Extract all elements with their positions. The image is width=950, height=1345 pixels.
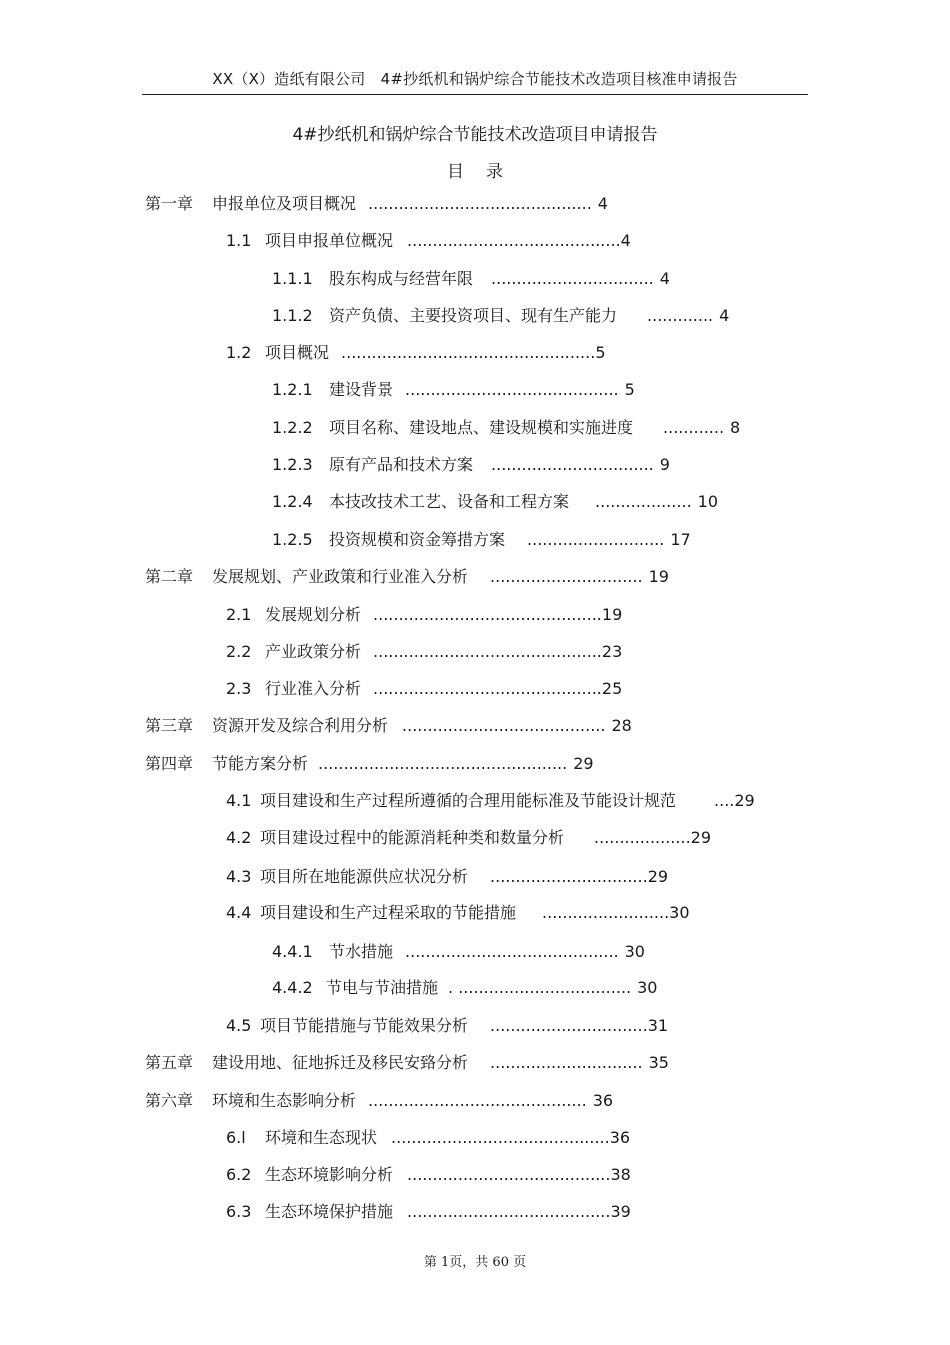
toc-entry-page: 30	[624, 942, 645, 961]
toc-entry[interactable]	[272, 941, 645, 963]
toc-entry-number: 4.5	[226, 1016, 252, 1035]
toc-entry[interactable]	[226, 230, 631, 252]
toc-entry[interactable]	[272, 529, 691, 551]
toc-entry-page: 9	[659, 455, 670, 474]
toc-entry-title: 项目所在地能源供应状况分析	[260, 867, 469, 886]
toc-entry-title: 发展规划分析	[265, 605, 362, 624]
toc-entry-number: 第六章	[145, 1091, 194, 1110]
toc-entry-page: 5	[595, 343, 606, 362]
toc-entry-leader: .................................................	[318, 754, 568, 773]
toc-entry[interactable]	[226, 1164, 631, 1186]
toc-entry-page: 4	[719, 306, 730, 325]
toc-entry-page: 29	[647, 867, 669, 886]
toc-entry[interactable]	[226, 641, 622, 663]
toc-entry-title: 项目节能措施与节能效果分析	[260, 1016, 469, 1035]
toc-entry-page: 31	[647, 1016, 669, 1035]
toc-entry[interactable]	[145, 566, 669, 588]
toc-entry-page: 30	[669, 903, 690, 922]
toc-entry-leader: ........................................	[402, 716, 606, 735]
toc-entry-number: 1.2.4	[272, 492, 313, 511]
toc-entry-leader: .............................................	[373, 642, 602, 661]
toc-entry-number: 1.1.2	[272, 306, 313, 325]
toc-entry[interactable]	[226, 1201, 631, 1223]
toc-entry[interactable]	[272, 305, 729, 327]
toc-entry-leader: .............	[647, 306, 714, 325]
toc-entry-page: 5	[624, 380, 635, 399]
toc-entry-page: 30	[637, 978, 658, 997]
toc-entry[interactable]	[226, 1015, 668, 1037]
toc-entry-leader: ..........................................	[407, 231, 621, 250]
toc-entry[interactable]	[226, 342, 606, 364]
toc-entry-title: 生态环境影响分析	[265, 1165, 394, 1184]
toc-entry-number: 6.2	[226, 1165, 252, 1184]
toc-entry-title: 节能方案分析	[212, 754, 309, 773]
toc-entry-leader: ............................................	[368, 194, 592, 213]
toc-entry-page: 4	[659, 269, 670, 288]
toc-entry-page: 28	[611, 716, 632, 735]
toc-entry[interactable]	[226, 902, 690, 924]
toc-entry-number: 第三章	[145, 716, 194, 735]
toc-entry[interactable]	[226, 790, 755, 812]
toc-entry-title: 生态环境保护措施	[265, 1202, 394, 1221]
toc-entry-title: 节水措施	[329, 942, 394, 961]
toc-entry-page: 4	[597, 194, 608, 213]
toc-entry-number: 2.1	[226, 605, 252, 624]
toc-entry-page: 38	[610, 1165, 631, 1184]
toc-entry-leader: ...............................	[490, 867, 648, 886]
toc-entry-title: 申报单位及项目概况	[212, 194, 357, 213]
toc-entry-page: 36	[592, 1091, 614, 1110]
toc-entry-title: 资源开发及综合利用分析	[212, 716, 389, 735]
toc-entry-leader: ............	[663, 418, 725, 437]
toc-entry[interactable]	[145, 1052, 669, 1074]
toc-entry-number: 4.4.1	[272, 942, 313, 961]
toc-entry-title: 环境和生态影响分析	[212, 1091, 357, 1110]
toc-entry-title: 本技改技术工艺、设备和工程方案	[329, 492, 570, 511]
toc-entry-leader: ..............................	[490, 567, 643, 586]
header-rule	[142, 94, 808, 95]
toc-entry-title: 节电与节油措施	[326, 978, 439, 997]
toc-entry-number: 4.3	[226, 867, 252, 886]
toc-entry-leader: ....	[714, 791, 735, 810]
toc-entry-title: 发展规划、产业政策和行业准入分析	[212, 567, 469, 586]
toc-entry-leader: ...............................	[490, 1016, 648, 1035]
toc-entry-number: 1.2	[226, 343, 252, 362]
toc-entry-title: 项目申报单位概况	[265, 231, 394, 250]
toc-entry-leader: .............................................	[373, 605, 602, 624]
toc-entry-leader: ...........................	[527, 530, 665, 549]
toc-entry-page: 23	[601, 642, 623, 661]
toc-entry[interactable]	[272, 417, 740, 439]
toc-entry-leader: ..............................	[490, 1053, 643, 1072]
toc-entry-title: 资产负债、主要投资项目、现有生产能力	[329, 306, 618, 325]
toc-entry-title: 项目建设过程中的能源消耗种类和数量分析	[260, 828, 565, 847]
toc-entry[interactable]	[226, 1127, 630, 1149]
toc-entry-number: 第四章	[145, 754, 194, 773]
toc-entry-page: 17	[670, 530, 691, 549]
toc-entry-title: 环境和生态现状	[265, 1128, 378, 1147]
toc-entry-number: 第五章	[145, 1053, 194, 1072]
toc-entry-number: 6.3	[226, 1202, 252, 1221]
toc-entry[interactable]	[226, 678, 622, 700]
toc-entry-leader: ...................	[595, 492, 692, 511]
toc-entry-page: 39	[610, 1202, 631, 1221]
toc-entry[interactable]	[145, 715, 632, 737]
page-header: XX（X）造纸有限公司 4#抄纸机和锅炉综合节能技术改造项目核准申请报告	[212, 70, 738, 88]
toc-entry-number: 6.l	[226, 1128, 246, 1147]
toc-entry[interactable]	[272, 454, 670, 476]
toc-entry[interactable]	[272, 268, 670, 290]
toc-entry-page: 35	[648, 1053, 669, 1072]
toc-entry-title: 建设背景	[329, 380, 394, 399]
toc-entry-page: 36	[609, 1128, 631, 1147]
toc-entry-title: 产业政策分析	[265, 642, 362, 661]
toc-entry-number: 4.4.2	[272, 978, 313, 997]
toc-entry-number: 4.4	[226, 903, 252, 922]
toc-entry-page: 19	[601, 605, 623, 624]
toc-entry-page: 29	[573, 754, 594, 773]
toc-entry-leader: ................................	[491, 455, 654, 474]
toc-entry-leader: ...........................................	[368, 1091, 587, 1110]
toc-entry-leader: ..........................................	[405, 942, 619, 961]
page-footer: 第 1页，共 60 页	[423, 1255, 527, 1270]
toc-entry[interactable]	[272, 977, 657, 999]
toc-entry-page: 19	[648, 567, 669, 586]
toc-entry[interactable]	[226, 827, 711, 849]
toc-entry[interactable]	[145, 1090, 613, 1112]
toc-entry-title: 建设用地、征地拆迁及移民安臵分析	[212, 1053, 469, 1072]
toc-entry-page: 25	[601, 679, 623, 698]
toc-entry-number: 第一章	[145, 194, 194, 213]
toc-entry-page: 4	[620, 231, 631, 250]
toc-entry-title: 项目建设和生产过程采取的节能措施	[260, 903, 517, 922]
toc-entry-number: 1.2.3	[272, 455, 313, 474]
toc-entry-number: 2.3	[226, 679, 252, 698]
toc-heading: 目录	[447, 162, 525, 182]
toc-entry-leader: ...........................................	[391, 1128, 610, 1147]
toc-entry-title: 项目建设和生产过程所遵循的合理用能标准及节能设计规范	[260, 791, 677, 810]
toc-entry-number: 4.1	[226, 791, 252, 810]
toc-entry[interactable]	[145, 753, 594, 775]
toc-entry-number: 第二章	[145, 567, 194, 586]
toc-entry-leader: ................................	[491, 269, 654, 288]
toc-entry-number: 2.2	[226, 642, 252, 661]
toc-entry[interactable]	[272, 491, 718, 513]
toc-entry-number: 4.2	[226, 828, 252, 847]
document-title: 4#抄纸机和锅炉综合节能技术改造项目申请报告	[292, 125, 658, 145]
toc-entry-title: 投资规模和资金筹措方案	[329, 530, 506, 549]
toc-entry-leader: .............................................	[373, 679, 602, 698]
toc-entry-page: 29	[690, 828, 712, 847]
toc-entry-leader: .........................	[542, 903, 670, 922]
toc-entry-leader: ..........................................	[405, 380, 619, 399]
toc-entry-leader: . ..................................	[448, 978, 632, 997]
toc-entry-leader: ...................	[594, 828, 691, 847]
toc-entry-title: 项目概况	[265, 343, 330, 362]
toc-entry[interactable]	[272, 379, 635, 401]
toc-entry-number: 1.2.1	[272, 380, 313, 399]
toc-entry-number: 1.2.2	[272, 418, 313, 437]
toc-entry-title: 股东构成与经营年限	[329, 269, 474, 288]
toc-entry[interactable]	[226, 866, 668, 888]
toc-entry-number: 1.1	[226, 231, 252, 250]
toc-entry-number: 1.1.1	[272, 269, 313, 288]
toc-entry[interactable]	[145, 193, 608, 215]
toc-entry-title: 项目名称、建设地点、建设规模和实施进度	[329, 418, 634, 437]
toc-entry-leader: ........................................	[407, 1165, 611, 1184]
toc-entry-page: 10	[697, 492, 719, 511]
toc-entry-page: 29	[734, 791, 755, 810]
toc-entry-title: 行业准入分析	[265, 679, 362, 698]
toc-entry-leader: ........................................	[407, 1202, 611, 1221]
toc-entry-page: 8	[730, 418, 741, 437]
toc-entry[interactable]	[226, 604, 622, 626]
toc-entry-number: 1.2.5	[272, 530, 313, 549]
toc-entry-leader: ..................................................	[341, 343, 596, 362]
toc-entry-title: 原有产品和技术方案	[329, 455, 474, 474]
